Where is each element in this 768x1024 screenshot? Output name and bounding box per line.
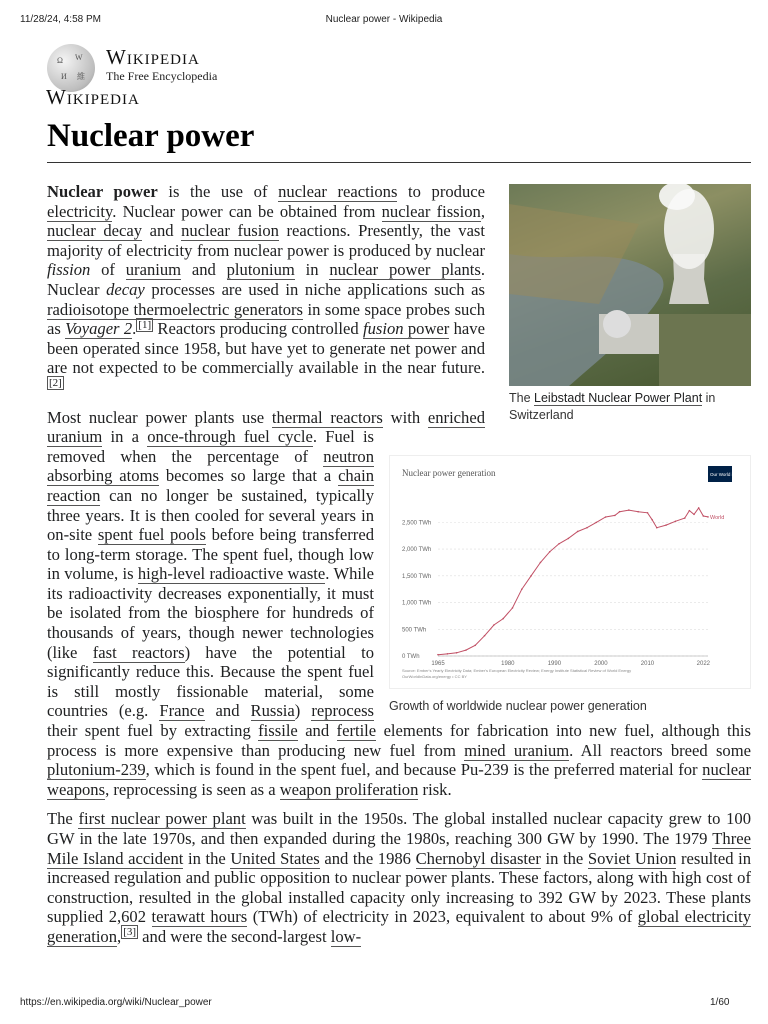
body-text: and xyxy=(297,721,337,741)
body-text: processes are used in niche applications such as xyxy=(144,279,485,299)
citation-link[interactable]: [3] xyxy=(123,926,137,939)
article-link[interactable]: mined uranium xyxy=(464,740,570,760)
body-text: . While its radioactivity decreases exponentially, it must be isolated from the biosphere for hundreds of thousands of years, though newer technologies (like xyxy=(47,564,375,662)
italic-text: decay xyxy=(106,279,145,299)
body-text: resulted in increased regulation and public opposition to nuclear power plants. These factors, along with high cost of construction, resulted in the global installed capacity only increasing to 392 GW by 2023. These plants supplied 2,602 xyxy=(47,848,751,927)
body-text: and the 1986 xyxy=(319,848,416,868)
body-text: and xyxy=(142,221,182,241)
data-point xyxy=(698,507,700,509)
series-line-world xyxy=(438,508,708,655)
article-link[interactable]: fusion xyxy=(362,319,404,339)
data-point xyxy=(605,516,607,518)
data-point xyxy=(665,524,667,526)
leibstadt-plant-photo[interactable] xyxy=(509,184,751,386)
figure-leibstadt xyxy=(509,184,751,424)
article-link[interactable]: fissile xyxy=(258,721,298,741)
article-link[interactable]: electricity xyxy=(47,201,113,221)
wordmark: Wikipedia xyxy=(106,45,200,69)
body-text: in a xyxy=(102,427,148,447)
data-point xyxy=(493,624,495,626)
body-text: , reprocessing is seen as a xyxy=(105,779,280,799)
y-tick-label: 2,000 TWh xyxy=(402,547,432,554)
data-point xyxy=(530,575,532,577)
print-url: https://en.wikipedia.org/wiki/Nuclear_power xyxy=(20,997,212,1008)
data-point xyxy=(521,588,523,590)
body-text: The xyxy=(47,809,79,829)
wordmark-secondary: Wikipedia xyxy=(46,85,140,109)
article-link[interactable]: once-through fuel cycle xyxy=(147,427,313,447)
body-text: before being transferred to long-term storage. The spent fuel, though low in volume, is xyxy=(47,525,374,584)
body-text: can no longer be sustained, typically three years. It is then cooled for several years in on-site xyxy=(47,485,374,545)
data-point xyxy=(465,649,467,651)
body-text: risk. xyxy=(418,779,452,799)
body-text: with xyxy=(382,407,428,427)
article-link[interactable]: spent fuel pools xyxy=(97,525,206,545)
article-link[interactable]: thermal reactors xyxy=(271,407,383,427)
body-text: , which is found in the spent fuel, and because Pu-239 is the preferred material for xyxy=(145,760,703,780)
article-link[interactable]: uranium xyxy=(125,260,182,280)
caption-text: in Switzerland xyxy=(509,391,716,422)
data-point xyxy=(675,521,677,523)
data-point xyxy=(549,551,551,553)
body-text: their spent fuel by extracting xyxy=(47,721,259,741)
x-tick-label: 1965 xyxy=(431,661,445,667)
article-body xyxy=(47,182,751,984)
article-link[interactable]: nuclear power plants xyxy=(329,260,481,280)
article-link[interactable]: high-level radioactive waste xyxy=(137,564,326,584)
y-tick-label: 1,000 TWh xyxy=(402,600,432,607)
article-link[interactable]: Voyager 2 xyxy=(65,319,133,339)
data-point xyxy=(474,645,476,647)
article-link[interactable]: plutonium-239 xyxy=(47,760,146,780)
y-tick-label: 2,500 TWh xyxy=(402,520,432,527)
print-title: Nuclear power - Wikipedia xyxy=(325,14,443,25)
tagline: The Free Encyclopedia xyxy=(106,69,218,83)
body-text: . xyxy=(132,319,137,339)
data-point xyxy=(558,543,560,545)
data-point xyxy=(689,510,691,512)
data-point xyxy=(637,511,639,513)
article-link[interactable]: Three Mile Island accident xyxy=(47,829,751,868)
data-point xyxy=(577,531,579,533)
wikipedia-logo[interactable] xyxy=(44,42,304,112)
body-text: in xyxy=(294,260,330,280)
chart-source: Source: Ember's Yearly Electricity Data; Ember's European Electricity Review; Energy Institute Statistical Review of World Energy xyxy=(402,668,632,673)
body-text: , xyxy=(480,201,485,221)
body-text: to produce xyxy=(397,182,485,201)
data-point xyxy=(502,618,504,620)
chart-source-2: OurWorldInData.org/energy • CC BY xyxy=(402,674,467,679)
data-point xyxy=(703,515,705,517)
data-point xyxy=(647,512,649,514)
body-text: in the xyxy=(540,848,588,868)
body-text: becomes so large that a xyxy=(158,466,339,486)
data-point xyxy=(619,511,621,513)
body-text: elements for fabrication into new fuel, although this process is more expensive than producing new fuel from xyxy=(47,721,751,760)
print-datetime: 11/28/24, 4:58 PM xyxy=(20,14,101,25)
data-point xyxy=(684,517,686,519)
citation-link[interactable]: [1] xyxy=(138,318,152,331)
body-text: . Nuclear xyxy=(47,260,485,299)
data-point xyxy=(651,519,653,521)
data-point xyxy=(707,516,709,518)
data-point xyxy=(614,515,616,517)
y-tick-label: 1,500 TWh xyxy=(402,573,432,580)
nuclear-generation-chart[interactable] xyxy=(389,455,751,689)
article-link[interactable]: Chernobyl disaster xyxy=(415,848,541,868)
article-link[interactable]: nuclear fission xyxy=(381,201,481,221)
title-divider xyxy=(47,162,751,163)
article-link[interactable]: low- xyxy=(330,926,362,946)
data-point xyxy=(456,652,458,654)
paragraph-history xyxy=(47,809,751,946)
body-text: in the xyxy=(183,848,231,868)
article-link[interactable]: Russia xyxy=(250,701,295,721)
body-text: . Fuel is removed when the percentage of xyxy=(47,427,375,466)
body-text: Most nuclear power plants use xyxy=(47,407,272,427)
article-link[interactable]: power xyxy=(403,319,450,339)
data-point xyxy=(447,653,449,655)
data-point xyxy=(540,562,542,564)
article-link[interactable]: fertile xyxy=(336,721,377,741)
data-point xyxy=(656,527,658,529)
article-link[interactable]: enriched uranium xyxy=(47,407,485,447)
article-link[interactable]: United States xyxy=(230,848,320,868)
article-link[interactable]: global electricity generation xyxy=(47,907,751,946)
body-text: , xyxy=(117,926,122,946)
body-text: and were the second-largest xyxy=(138,926,331,946)
body-text: is the use of xyxy=(157,182,279,201)
article-link[interactable]: fast reactors xyxy=(92,642,185,662)
x-tick-label: 2022 xyxy=(696,661,711,667)
article-link[interactable]: neutron absorbing atoms xyxy=(47,446,374,486)
article-link[interactable]: radioisotope thermoelectric generators xyxy=(47,299,303,319)
body-text: and xyxy=(181,260,227,280)
figure-caption xyxy=(509,390,751,424)
caption-text: The xyxy=(509,391,535,405)
body-text: . Nuclear power can be obtained from xyxy=(112,201,382,221)
body-text: have been operated since 1958, but have yet to generate net power and are not expected to be commercially available in the near future. xyxy=(47,319,485,378)
chart-title: Nuclear power generation xyxy=(402,468,496,478)
article-link[interactable]: weapon proliferation xyxy=(279,779,419,799)
data-point xyxy=(586,527,588,529)
body-text: ) have the potential to significantly reduce this. Because the spent fuel is still mostly fissionable material, some countries (e.g. xyxy=(47,642,374,721)
citation-link[interactable]: [2] xyxy=(49,377,62,390)
article-link[interactable]: nuclear fusion xyxy=(181,221,279,241)
article-link[interactable]: nuclear reactions xyxy=(278,182,398,201)
caption-link[interactable]: Leibstadt Nuclear Power Plant xyxy=(534,391,703,405)
body-text: ) xyxy=(294,701,312,721)
owid-badge-text: Our World in Data xyxy=(710,472,746,477)
article-link[interactable]: France xyxy=(159,701,205,721)
chart-caption: Growth of worldwide nuclear power generation xyxy=(389,698,647,713)
data-point xyxy=(693,514,695,516)
data-point xyxy=(484,635,486,637)
data-point xyxy=(568,538,570,540)
y-tick-label: 0 TWh xyxy=(402,654,420,660)
paragraph-fuel xyxy=(47,408,751,800)
body-text: reactions. Presently, the vast majority of electricity from nuclear power is produced by nuclear xyxy=(47,221,485,260)
y-tick-label: 500 TWh xyxy=(402,627,427,634)
x-tick-label: 1990 xyxy=(547,661,562,667)
body-text: of xyxy=(90,260,126,280)
data-point xyxy=(437,654,439,656)
body-text: (TWh) of electricity in 2023, equivalent to about 9% of xyxy=(247,907,638,927)
article-link[interactable]: terawatt hours xyxy=(151,907,248,927)
bold-term: Nuclear power xyxy=(47,182,158,201)
wikipedia-globe-icon: Ω W И 維 xyxy=(47,44,95,92)
x-tick-label: 2000 xyxy=(594,661,608,667)
article-link[interactable]: Soviet Union xyxy=(587,848,677,868)
article-link[interactable]: plutonium xyxy=(226,260,295,280)
body-text: and xyxy=(204,701,251,721)
print-page-number: 1/60 xyxy=(710,997,730,1008)
body-text: Reactors producing controlled xyxy=(153,319,363,339)
article-link[interactable]: reprocess xyxy=(311,701,374,721)
body-text: in some space probes such as xyxy=(47,299,485,339)
series-label: World xyxy=(710,514,725,521)
body-text: . All reactors breed some xyxy=(569,740,751,760)
article-link[interactable]: chain reaction xyxy=(47,466,374,505)
article-link[interactable]: nuclear decay xyxy=(47,221,143,241)
article-link[interactable]: nuclear weapons xyxy=(47,760,751,799)
body-text: was built in the 1950s. The global installed nuclear capacity grew to 100 GW in the late 1970s, and then expanded during the 1980s, reaching 300 GW by 1990. The 1979 xyxy=(47,809,751,848)
figure-generation-chart xyxy=(389,455,751,715)
x-tick-label: 2010 xyxy=(640,661,655,667)
article-link[interactable]: first nuclear power plant xyxy=(78,809,246,829)
data-point xyxy=(595,522,597,524)
x-tick-label: 1980 xyxy=(501,661,515,667)
data-point xyxy=(628,509,630,511)
italic-text: fission xyxy=(47,260,91,280)
page-title: Nuclear power xyxy=(47,118,255,154)
data-point xyxy=(512,607,514,609)
